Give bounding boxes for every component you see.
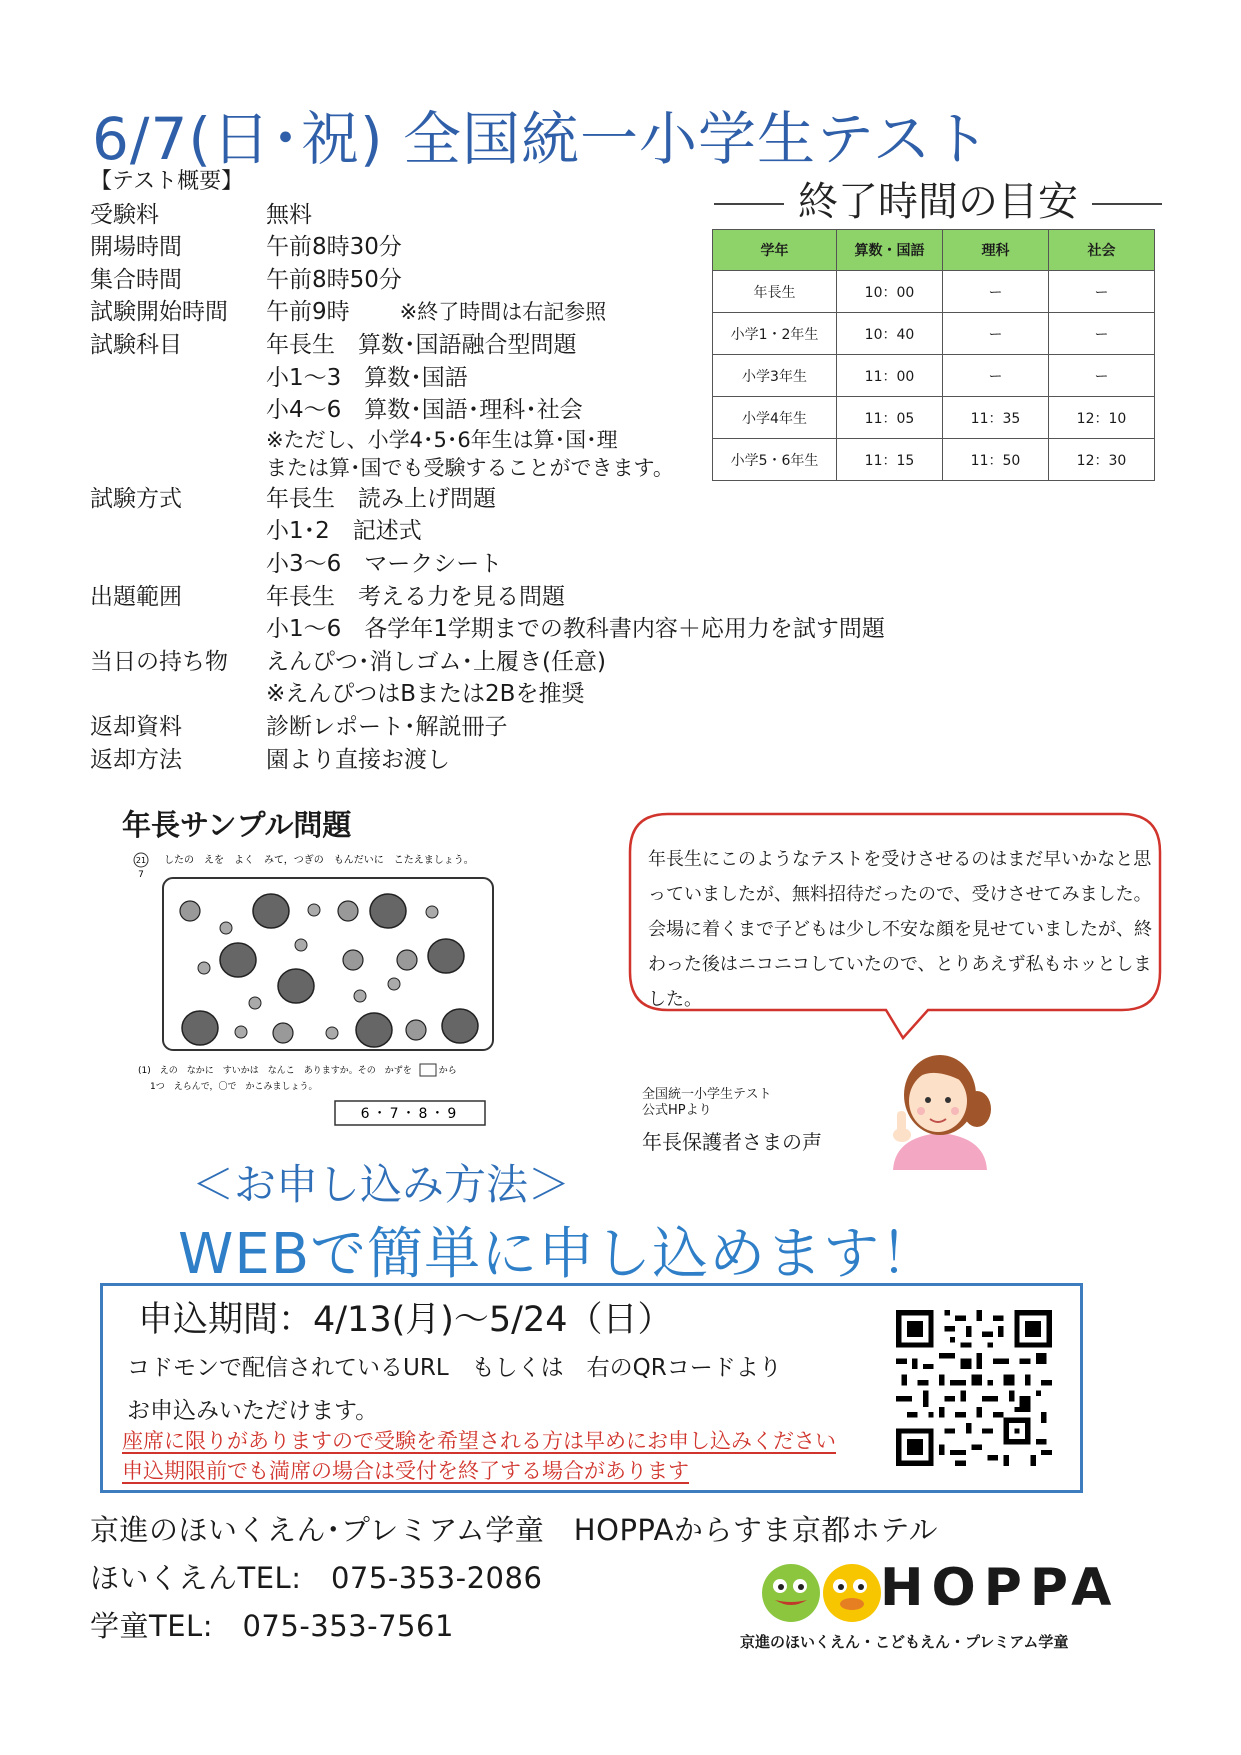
question-text: (1) えの なかに すいかは なんこ ありますか。その かずを から [138,1066,457,1076]
table-row [713,397,1155,439]
apply-instruction: コドモンで配信されているURL もしくは 右のQRコードより [127,1355,782,1381]
table-cell: ー [943,355,1049,397]
overview-value: 無料 [266,201,312,228]
instruction-text: したの えを よく みて，つぎの もんだいに こたえましょう。 [164,855,474,866]
overview-value: えんぴつ･消しゴム･上履き(任意) [266,648,606,675]
page-title: 6/7(日･祝) 全国統一小学生テスト [92,105,991,173]
overview-key: 出題範囲 [90,583,182,610]
overview-row [90,483,885,516]
overview-value: 園より直接お渡し [266,746,450,773]
overview-note: ※ただし、小学4･5･6年生は算･国･理 [266,427,618,452]
column-header: 学年 [713,230,837,271]
overview-value: 小3～6 マークシート [266,550,503,577]
hoppa-logo-mark [760,1562,888,1624]
overview-value: 診断レポート･解説冊子 [266,713,508,740]
overview-value: 小1～6 各学年1学期までの教科書内容＋応用力を試す問題 [266,616,885,643]
overview-value: 年長生 考える力を見る問題 [266,583,565,610]
sample-title: 年長サンプル問題 [122,808,352,842]
voice-label: 年長保護者さまの声 [642,1130,822,1154]
table-cell: 12：30 [1049,439,1155,481]
overview-row [90,199,885,232]
table-row [713,271,1155,313]
table-header-row [713,230,1155,271]
table-cell: ー [943,313,1049,355]
end-time-table [712,229,1155,481]
overview-value: 小1～3 算数･国語 [266,364,468,391]
overview-note: ※えんぴつはBまたは2Bを推奨 [266,681,585,708]
overview-key: 試験方式 [90,485,182,512]
overview-row [90,744,885,777]
apply-instruction: お申込みいただけます。 [127,1398,379,1424]
overview-key: 試験科目 [90,331,182,358]
divider [1092,203,1162,205]
overview-note: または算･国でも受験することができます。 [266,455,674,480]
overview-key: 返却資料 [90,713,182,740]
overview-note: ※終了時間は右記参照 [399,300,607,325]
overview-value: 年長生 算数･国語融合型問題 [266,331,577,358]
testimonial-source [642,1087,771,1119]
hoppa-logo-subtitle: 京進のほいくえん・こどもえん・プレミアム学童 [740,1633,1069,1651]
facility-name: 京進のほいくえん･プレミアム学童 HOPPAからすま京都ホテル [90,1513,938,1547]
overview-key: 受験料 [90,201,159,228]
choices-text: 6・7・8・9 [360,1106,460,1122]
hoppa-logo-text: HOPPA [880,1558,1120,1618]
overview-row [90,711,885,744]
gakudo-phone: 学童TEL: 075-353-7561 [90,1609,454,1643]
overview-value: 午前8時30分 [266,234,402,261]
table-cell: ー [1049,355,1155,397]
table-cell: 小学4年生 [713,397,837,439]
testimonial-text: 年長生にこのようなテストを受けさせるのはまだ早いかなと思っていましたが、無料招待だったので、受けさせてみました。会場に着くまで子どもは少し不安な顔を見せていましたが、終わった後はニコニコしていたので、とりあえず私もホッとしました。 [648,849,1152,1010]
overview-key: 返却方法 [90,746,182,773]
overview-value: 午前8時50分 [266,266,402,293]
nursery-phone: ほいくえんTEL: 075-353-2086 [90,1561,543,1595]
overview-value: 小4～6 算数･国語･理科･社会 [266,397,583,424]
table-cell: 10：40 [837,313,943,355]
table-cell: ー [1049,313,1155,355]
table-cell: 11：50 [943,439,1049,481]
question-text: 1つ えらんで，〇で かこみましょう。 [150,1082,318,1092]
table-cell: 11：00 [837,355,943,397]
table-cell: 小学1・2年生 [713,313,837,355]
column-header: 理科 [943,230,1049,271]
column-header: 算数・国語 [837,230,943,271]
source-line: 全国統一小学生テスト [642,1087,772,1102]
overview-value: 小1･2 記述式 [266,518,422,545]
web-apply-heading: WEBで簡単に申し込めます！ [178,1222,938,1287]
table-cell: ー [943,271,1049,313]
sub-question-number: 7 [138,870,144,880]
table-cell: ー [1049,271,1155,313]
overview-key: 試験開始時間 [90,299,228,326]
overview-heading: 【テスト概要】 [90,169,244,194]
table-row [713,355,1155,397]
column-header: 社会 [1049,230,1155,271]
table-cell: 11：35 [943,397,1049,439]
full-warning: 申込期限前でも満席の場合は受付を終了する場合があります [122,1459,689,1483]
table-cell: 11：05 [837,397,943,439]
end-time-guide-title: 終了時間の目安 [798,179,1078,225]
seat-warning: 座席に限りがありますので受験を希望される方は早めにお申し込みください [122,1429,836,1453]
sample-question-image [128,848,508,1128]
overview-row [90,581,885,614]
mother-illustration [885,1045,995,1170]
table-cell: 小学3年生 [713,355,837,397]
source-line: 公式HPより [642,1103,712,1118]
table-cell: 12：10 [1049,397,1155,439]
overview-row [90,646,885,679]
question-number: 21 [135,856,147,865]
table-cell: 年長生 [713,271,837,313]
overview-key: 開場時間 [90,234,182,261]
table-cell: 10：00 [837,271,943,313]
apply-method-heading: ＜お申し込み方法＞ [192,1160,571,1209]
table-row [713,313,1155,355]
overview-key: 集合時間 [90,266,182,293]
apply-period: 申込期間：4/13(月)～5/24（日） [138,1300,673,1340]
table-cell: 小学5・6年生 [713,439,837,481]
overview-value: 年長生 読み上げ問題 [266,485,496,512]
table-cell: 11：15 [837,439,943,481]
overview-value: 午前9時 [266,299,350,326]
overview-key: 当日の持ち物 [90,648,228,675]
table-row [713,439,1155,481]
qr-code[interactable] [896,1310,1052,1466]
